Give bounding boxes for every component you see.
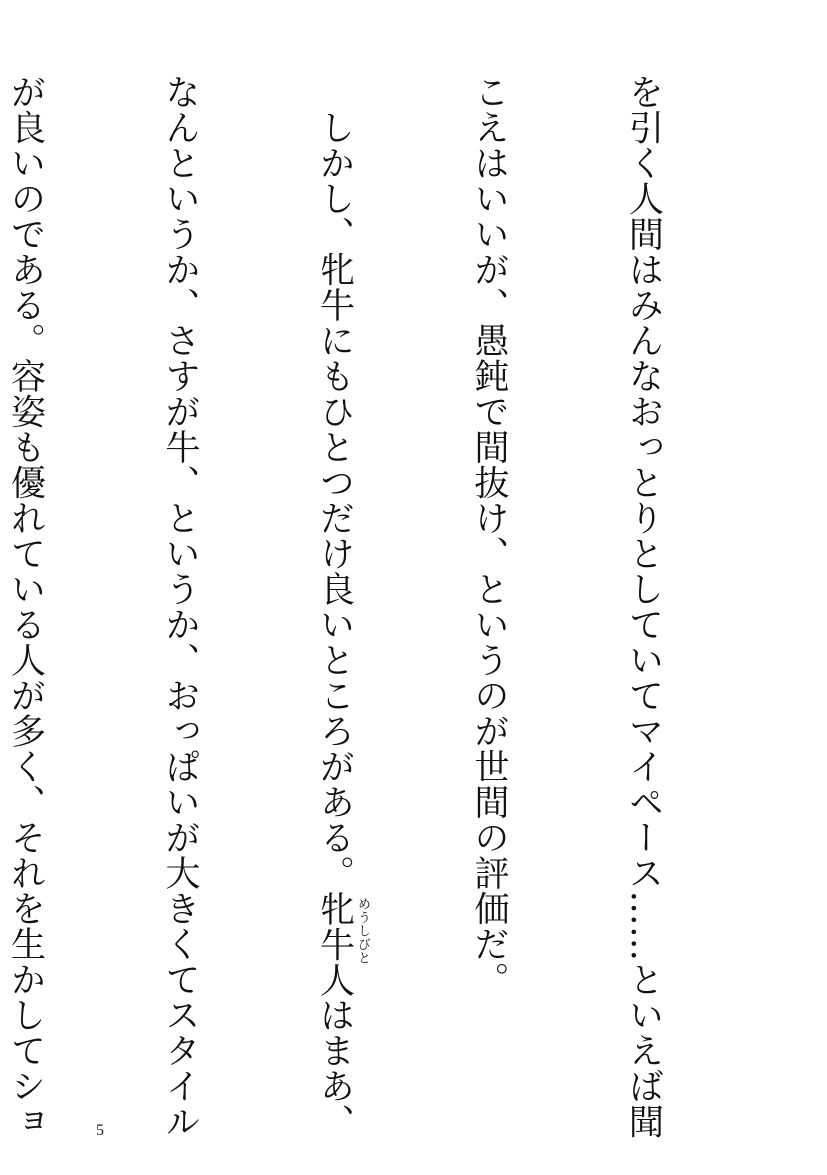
text-line-part: しかし、牝牛にもひとつだけ良いところがある。: [314, 74, 355, 891]
text-line: こえはいいが、愚鈍で間抜け、というのが世間の評価だ。: [468, 74, 510, 997]
text-line: [309, 74, 370, 1139]
vertical-body-text: [5, 74, 772, 1139]
text-line: なんというか、さすが牛、というか、おっぱいが大きくてスタイル: [159, 74, 201, 1139]
ruby-reading: めうしびと: [355, 896, 370, 964]
text-line: が良いのである。容姿も優れている人が多く、それを生かしてショ: [5, 74, 46, 1139]
ruby-base: 牝牛人: [314, 890, 355, 997]
page-number: 5: [96, 1122, 104, 1139]
ruby-term: [314, 890, 370, 998]
text-line-part: はまあ、: [314, 997, 355, 1139]
text-line: を引く人間はみんなおっとりとしていてマイペース……といえば聞: [623, 74, 664, 1139]
